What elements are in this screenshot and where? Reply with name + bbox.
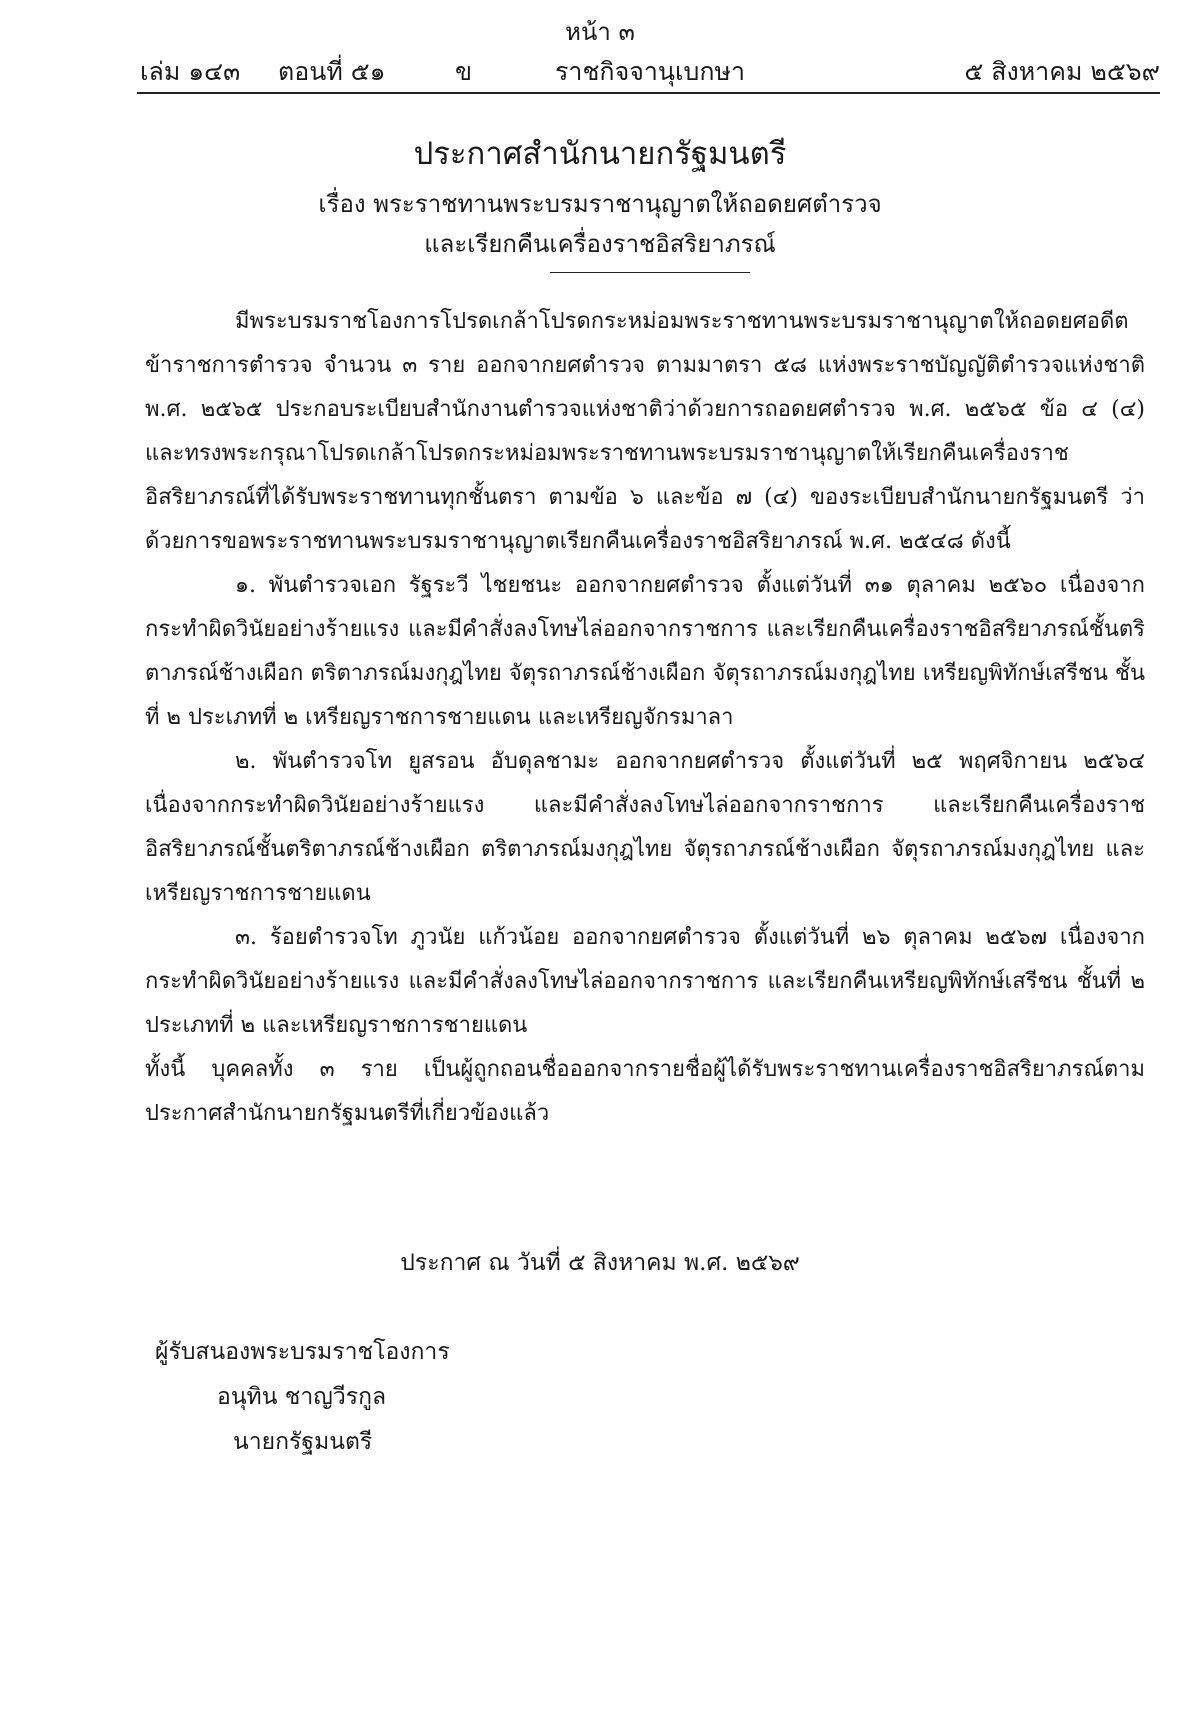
- signature-block: [155, 1330, 450, 1465]
- subject-line-1: เรื่อง พระราชทานพระบรมราชานุญาตให้ถอดยศตำรวจ: [318, 190, 882, 218]
- list-item: ๑. พันตำรวจเอก รัฐระวี ไชยชนะ ออกจากยศตำรวจ ตั้งแต่วันที่ ๓๑ ตุลาคม ๒๕๖๐ เนื่องจากกระทำผิดวินัยอย่างร้ายแรง และมีคำสั่งลงโทษไล่ออกจากราชการ และเรียกคืนเครื่องราชอิสริยาภรณ์ชั้นตริตาภรณ์ช้างเผือก ตริตาภรณ์มงกุฎไทย จัตุรถาภรณ์ช้างเผือก จัตุรถาภรณ์มงกุฎไทย เหรียญพิทักษ์เสรีชน ชั้นที่ ๒ ประเภทที่ ๒ เหรียญราชการชายแดน และเหรียญจักรมาลา: [145, 573, 1145, 730]
- signatory-name: อนุทิน ชาญวีรกูล: [217, 1384, 387, 1410]
- gazette-volume: เล่ม ๑๔๓: [140, 57, 241, 86]
- gazette-header: [140, 52, 1160, 88]
- signatory-position: นายกรัฐมนตรี: [233, 1429, 373, 1455]
- title-divider: [550, 272, 750, 273]
- gazette-name: ราชกิจจานุเบกษา: [555, 57, 746, 86]
- page-number: หน้า ๓: [565, 18, 635, 46]
- header-divider: [137, 92, 1160, 94]
- subject-line-2: และเรียกคืนเครื่องราชอิสริยาภรณ์: [424, 230, 776, 258]
- announcement-date: ประกาศ ณ วันที่ ๕ สิงหาคม พ.ศ. ๒๕๖๙: [400, 1250, 800, 1276]
- gazette-date: ๕ สิงหาคม ๒๕๖๙: [964, 57, 1160, 86]
- list-item: ๓. ร้อยตำรวจโท ภูวนัย แก้วน้อย ออกจากยศตำรวจ ตั้งแต่วันที่ ๒๖ ตุลาคม ๒๕๖๗ เนื่องจากกระทำผิดวินัยอย่างร้ายแรง และมีคำสั่งลงโทษไล่ออกจากราชการ และเรียกคืนเหรียญพิทักษ์เสรีชน ชั้นที่ ๒ ประเภทที่ ๒ และเหรียญราชการชายแดน: [145, 925, 1145, 1038]
- list-item: ๒. พันตำรวจโท ยูสรอน อับดุลชามะ ออกจากยศตำรวจ ตั้งแต่วันที่ ๒๕ พฤศจิกายน ๒๕๖๔ เนื่องจากกระทำผิดวินัยอย่างร้ายแรง และมีคำสั่งลงโทษไล่ออกจากราชการ และเรียกคืนเครื่องราชอิสริยาภรณ์ชั้นตริตาภรณ์ช้างเผือก ตริตาภรณ์มงกุฎไทย จัตุรถาภรณ์ช้างเผือก จัตุรถาภรณ์มงกุฎไทย และเหรียญราชการชายแดน: [145, 749, 1145, 906]
- announcement-body: [145, 300, 1145, 1136]
- intro-paragraph: มีพระบรมราชโองการโปรดเกล้าโปรดกระหม่อมพระราชทานพระบรมราชานุญาตให้ถอดยศอดีตข้าราชการตำรวจ จำนวน ๓ ราย ออกจากยศตำรวจ ตามมาตรา ๕๘ แห่งพระราชบัญญัติตำรวจแห่งชาติ พ.ศ. ๒๕๖๕ ประกอบระเบียบสำนักงานตำรวจแห่งชาติว่าด้วยการถอดยศตำรวจ พ.ศ. ๒๕๖๕ ข้อ ๔ (๔) และทรงพระกรุณาโปรดเกล้าโปรดกระหม่อมพระราชทานพระบรมราชานุญาตให้เรียกคืนเครื่องราชอิสริยาภรณ์ที่ได้รับพระราชทานทุกชั้นตรา ตามข้อ ๖ และข้อ ๗ (๔) ของระเบียบสำนักนายกรัฐมนตรี ว่าด้วยการขอพระราชทานพระบรมราชานุญาตเรียกคืนเครื่องราชอิสริยาภรณ์ พ.ศ. ๒๕๔๘ ดังนี้: [145, 309, 1145, 554]
- closing-paragraph: ทั้งนี้ บุคคลทั้ง ๓ ราย เป็นผู้ถูกถอนชื่อออกจากรายชื่อผู้ได้รับพระราชทานเครื่องราชอิสริยาภรณ์ตามประกาศสำนักนายกรัฐมนตรีที่เกี่ยวข้องแล้ว: [145, 1057, 1145, 1126]
- gazette-issue: ตอนที่ ๕๑: [278, 57, 386, 86]
- announcement-subject: [0, 184, 1200, 264]
- announcement-title: ประกาศสำนักนายกรัฐมนตรี: [413, 136, 787, 172]
- countersign-label: ผู้รับสนองพระบรมราชโองการ: [155, 1339, 450, 1365]
- gazette-section: ข: [455, 57, 473, 86]
